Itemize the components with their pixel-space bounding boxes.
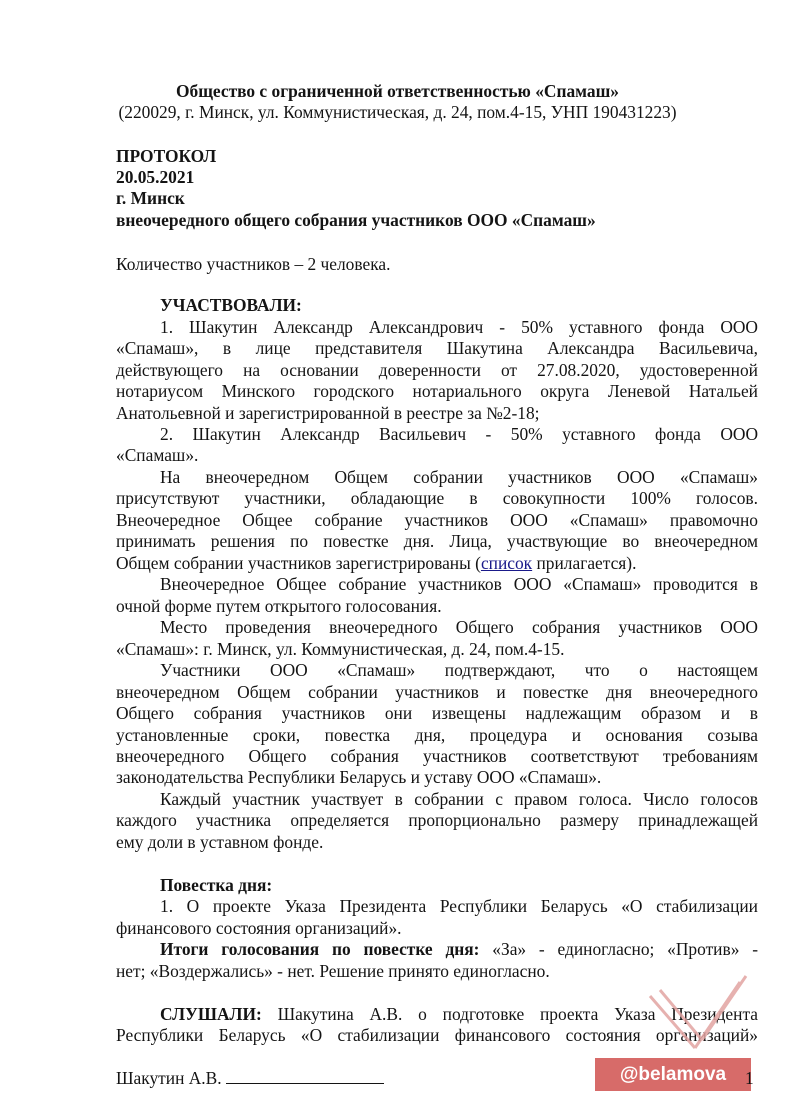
participant-1-line: 1. Шакутин Александр Александрович - 50% уставного фонда ООО xyxy=(160,317,758,337)
company-name: Общество с ограниченной ответственностью «Спамаш» xyxy=(176,81,619,101)
watermark-badge: @belamova xyxy=(595,1058,751,1091)
participant-2-line: «Спамаш». xyxy=(116,445,199,465)
quorum-line: принимать решения по повестке дня. Лица, участвующие во внеочередном xyxy=(116,531,758,551)
protocol-title: ПРОТОКОЛ xyxy=(116,146,217,166)
quorum-text: Общем собрании участников зарегистрированы ( xyxy=(116,553,481,573)
votes-line: каждого участника определяется пропорционально размеру принадлежащей xyxy=(116,810,758,830)
form-line: очной форме путем открытого голосования. xyxy=(116,596,442,616)
quorum-line: На внеочередном Общем собрании участников ООО «Спамаш» xyxy=(160,467,758,487)
confirm-line: Общего собрания участников они извещены надлежащим образом и в xyxy=(116,703,758,723)
participant-1-line: нотариусом Минского городского нотариального округа Леневой Натальей xyxy=(116,381,758,401)
confirm-line: внеочередного Общего собрания участников соответствуют требованиям xyxy=(116,746,758,766)
form-line: Внеочередное Общее собрание участников ООО «Спамаш» проводится в xyxy=(160,574,758,594)
signature-line xyxy=(226,1068,384,1084)
votes-line: ему доли в уставном фонде. xyxy=(116,832,324,852)
heard-text: Шакутина А.В. о подготовке проекта Указа Президента xyxy=(261,1004,758,1024)
confirm-line: внеочередном Общем собрании участников и повестке дня внеочередного xyxy=(116,682,758,702)
participated-heading: УЧАСТВОВАЛИ: xyxy=(160,295,302,315)
protocol-subtitle: внеочередного общего собрания участников ООО «Спамаш» xyxy=(116,210,596,230)
quorum-line: Внеочередное Общее собрание участников ООО «Спамаш» правомочно xyxy=(116,510,758,530)
agenda-heading: Повестка дня: xyxy=(160,875,273,895)
place-line: «Спамаш»: г. Минск, ул. Коммунистическая, д. 24, пом.4-15. xyxy=(116,639,565,659)
voting-result-line xyxy=(160,938,758,960)
quorum-last-line xyxy=(116,552,758,574)
signature-name: Шакутин А.В. xyxy=(116,1068,222,1088)
place-line: Место проведения внеочередного Общего собрания участников ООО xyxy=(160,617,758,637)
protocol-date: 20.05.2021 xyxy=(116,167,195,187)
page-number: 1 xyxy=(745,1068,754,1088)
participants-count: Количество участников – 2 человека. xyxy=(116,254,391,274)
participant-1-line: Анатольевной и зарегистрированной в реестре за №2-18; xyxy=(116,403,540,423)
participants-list-link[interactable]: список xyxy=(480,553,533,573)
participant-1-line: действующего на основании доверенности от 27.08.2020, удостоверенной xyxy=(116,360,758,380)
participant-1-line: «Спамаш», в лице представителя Шакутина Александра Васильевича, xyxy=(116,338,758,358)
quorum-line: присутствуют участники, обладающие в совокупности 100% голосов. xyxy=(116,488,758,508)
heard-line: Республики Беларусь «О стабилизации финансового состояния организаций» xyxy=(116,1025,758,1045)
voting-result-text: «За» - единогласно; «Против» - xyxy=(479,939,758,959)
heard-label: СЛУШАЛИ: xyxy=(160,1004,262,1024)
votes-line: Каждый участник участвует в собрании с правом голоса. Число голосов xyxy=(160,789,758,809)
participant-2-line: 2. Шакутин Александр Васильевич - 50% уставного фонда ООО xyxy=(160,424,758,444)
agenda-item-line: финансового состояния организаций». xyxy=(116,918,402,938)
voting-result-label: Итоги голосования по повестке дня: xyxy=(160,939,480,959)
confirm-line: установленные сроки, повестка дня, процедура и основания созыва xyxy=(116,725,758,745)
company-address: (220029, г. Минск, ул. Коммунистическая, д. 24, пом.4-15, УНП 190431223) xyxy=(118,102,677,122)
confirm-line: Участники ООО «Спамаш» подтверждают, что о настоящем xyxy=(160,660,758,680)
protocol-city: г. Минск xyxy=(116,188,185,208)
voting-result-line: нет; «Воздержались» - нет. Решение принято единогласно. xyxy=(116,961,550,981)
agenda-item-line: 1. О проекте Указа Президента Республики Беларусь «О стабилизации xyxy=(160,896,758,916)
quorum-text: прилагается). xyxy=(532,553,637,573)
confirm-line: законодательства Республики Беларусь и уставу ООО «Спамаш». xyxy=(116,767,602,787)
watermark-check-icon xyxy=(600,968,750,1068)
